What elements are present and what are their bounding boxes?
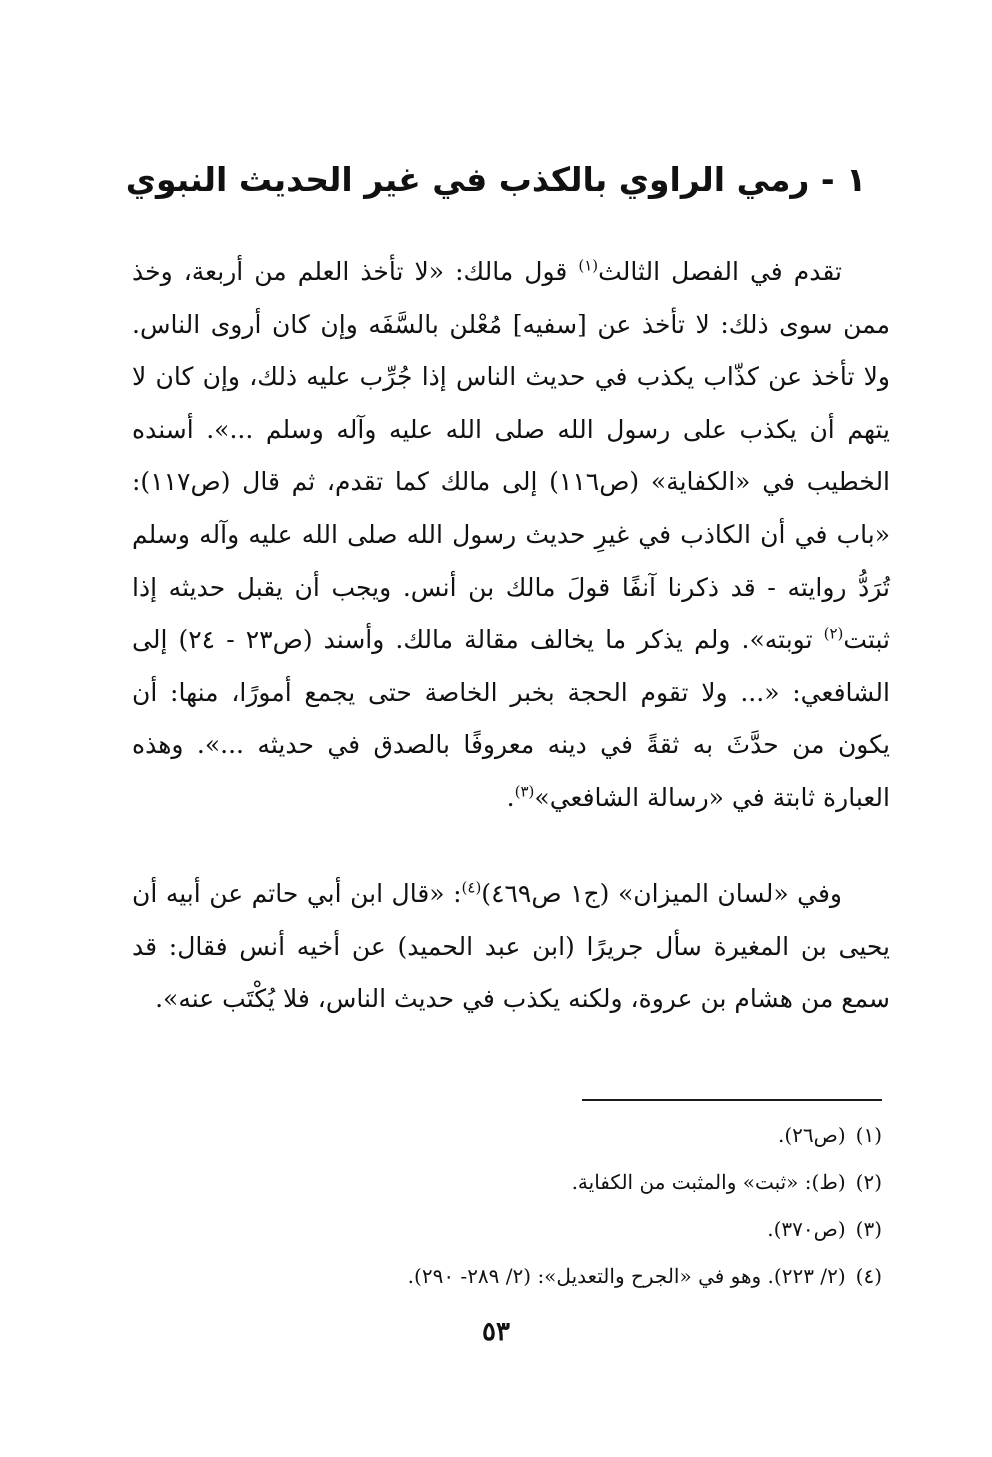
paragraph-1-part-2: قول مالك: «لا تأخذ العلم من أربعة، وخذ ممن سوى ذلك: لا تأخذ عن [سفيه] مُعْلن بالسَّفَه وإن كان أروى الناس. ولا تأخذ عن كذّاب يكذب في حديث الناس إذا جُرِّب عليه ذلك، وإن كان لا يتهم أن يكذب على رسول الله صلى الله عليه وآله وسلم ...». أسنده الخطيب في «الكفاية» (ص١١٦) إلى مالك كما تقدم، ثم قال (ص١١٧): «باب في أن الكاذب في غيرِ حديث رسول الله صلى الله عليه وآله وسلم تُرَدُّ روايته - قد ذكرنا آنفًا قولَ مالك بن أنس. ويجب أن يقبل حديثه إذا ثبتت bbox=[132, 257, 891, 655]
paragraph-2-part-2: : «قال ابن أبي حاتم عن أبيه أن يحيى بن المغيرة سأل جريرًا (ابن عبد الحميد) عن أخيه أنس فقال: قد سمع من هشام بن عروة، ولكنه يكذب في حديث الناس، فلا يُكْتَب عنه». bbox=[132, 879, 890, 1014]
footnote-divider bbox=[582, 1099, 882, 1101]
paragraph-1 bbox=[132, 246, 890, 825]
footnotes-list bbox=[182, 1112, 882, 1300]
footnote-number: (٤) bbox=[855, 1264, 882, 1288]
footnote-ref-1[interactable]: (١) bbox=[578, 256, 599, 275]
paragraph-2-text bbox=[132, 868, 890, 1026]
paragraph-2-part-1: وفي «لسان الميزان» (ج١ ص٤٦٩) bbox=[481, 879, 842, 908]
footnote-ref-2[interactable]: (٢) bbox=[823, 624, 844, 643]
footnote-number: (٣) bbox=[855, 1217, 882, 1241]
paragraph-1-part-1: تقدم في الفصل الثالث bbox=[598, 257, 843, 286]
footnote-text: (ط): «ثبت» والمثبت من الكفاية. bbox=[571, 1170, 846, 1194]
footnote-ref-4[interactable]: (٤) bbox=[461, 878, 482, 897]
paragraph-1-text bbox=[132, 246, 890, 825]
footnote-item bbox=[182, 1112, 882, 1159]
footnote-number: (٢) bbox=[855, 1170, 882, 1194]
footnote-text: (ص٢٦). bbox=[777, 1123, 846, 1147]
paragraph-2 bbox=[132, 868, 890, 1026]
footnote-text: (ص٣٧٠). bbox=[767, 1217, 846, 1241]
footnote-item bbox=[182, 1253, 882, 1300]
footnote-item bbox=[182, 1206, 882, 1253]
page-number: ٥٣ bbox=[482, 1317, 510, 1347]
footnote-number: (١) bbox=[855, 1123, 882, 1147]
paragraph-1-part-4: . bbox=[506, 782, 515, 812]
paragraph-1-part-3: توبته». ولم يذكر ما يخالف مقالة مالك. وأسند (ص٢٣ - ٢٤) إلى الشافعي: «... ولا تقوم الحجة بخبر الخاصة حتى يجمع أمورًا، منها: أن يكون من حدَّثَ به ثقةً في دينه معروفًا بالصدق في حديثه ...». وهذه العبارة ثابتة في «رسالة الشافعي» bbox=[132, 625, 890, 812]
section-title: ١ - رمي الراوي بالكذب في غير الحديث النبوي bbox=[125, 160, 867, 199]
footnote-item bbox=[182, 1159, 882, 1206]
footnote-ref-3[interactable]: (٣) bbox=[514, 782, 535, 801]
footnote-text: (٢/ ٢٢٣). وهو في «الجرح والتعديل»: (٢/ ٢٨٩- ٢٩٠). bbox=[407, 1264, 846, 1288]
